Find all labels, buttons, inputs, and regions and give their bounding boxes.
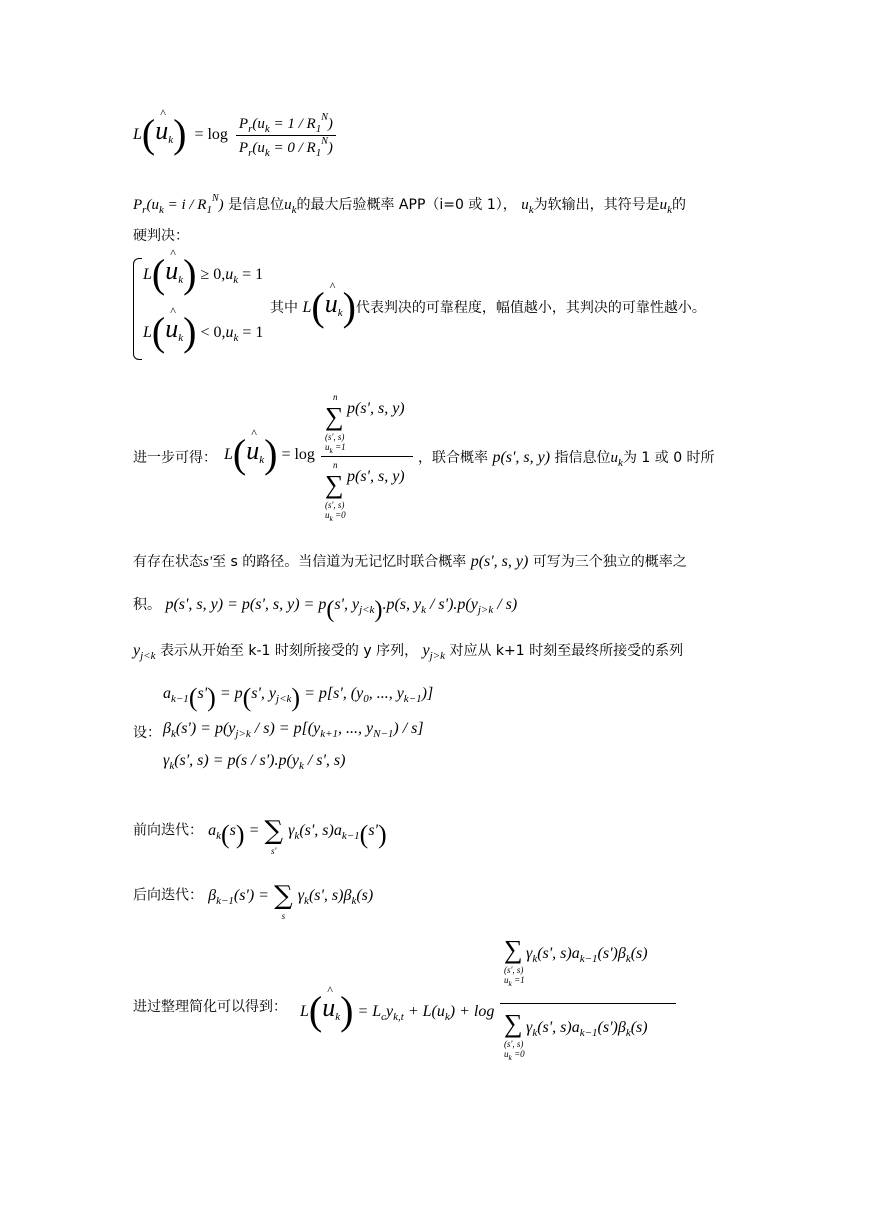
llr-L: L — [133, 126, 142, 143]
paragraph-further-tail: ，联合概率 p(s', s, y) 指信息位$u_k$为 1 或 0 时所 — [418, 449, 715, 469]
defs-lead: 设： — [133, 725, 161, 741]
def-beta: $\beta_k(s') = p(y_{j>k} / s) = p[(y_{k+1}$, ..., $y_{N-1}) / s$] — [163, 720, 424, 740]
paragraph-app: $P_r(u_k = i / R_1^N)$ 是信息位$u_k$的最大后验概率 APP（i=0 或 1）， $u_k$为软输出，其符号是$u_k$的 硬判决： — [133, 193, 686, 244]
paragraph-further: 进一步可得： — [133, 450, 217, 466]
backward-iteration: 后向迭代： $\beta_{k-1}(s')$ = ∑ s $\gamma_k(s'$, $s)\beta_k(s)$ — [133, 881, 374, 921]
paragraph-sequences: $y_{j<k}$ 表示从开始至 k-1 时刻所接受的 y 序列， $y_{j>k}$ 对应从 k+1 时刻至最终所接受的系列 — [133, 642, 684, 662]
paragraph-path: 有存在状态s'至 s 的路径。当信道为无记忆时联合概率 p(s', s, y) 可写为三个独立的概率之 — [133, 553, 687, 570]
def-gamma: $\gamma_k(s'$, $s) = p(s / s').p(y_k / s'$, s) — [163, 752, 346, 772]
def-alpha: $a_{k-1}(s') = p(s'$, $y_{j<k}) = p[s'$, ($y_0$, ..., $y_{k-1}$)] — [163, 683, 434, 712]
equation-llr-definition: L(^ $u_k) = \log$ $\frac{P_r(u_k = 1 / R_1^N)}{P_r(u_k = 0 / R_1^N)}$ — [133, 110, 336, 159]
llr-fraction: $\frac{P_r(u_k = 1 / R_1^N)}{P_r(u_k = 0 / R_1^N)}$ — [236, 112, 336, 159]
paragraph-product: 积。 p(s', s, y) = p(s', s, y) = p(s', $y_{j<k}).p(s$, $y_k / s').p(y_{j>k} / s)$ — [133, 596, 518, 623]
final-lead: 进过整理简化可以得到： — [133, 999, 287, 1015]
forward-iteration: 前向迭代： $a_k(s)$ = ∑ s' $\gamma_k(s'$, $s)a_{k-1}(s')$ — [133, 816, 387, 856]
u-hat-k: ^ u — [155, 116, 168, 146]
cases-explanation: 其中 L(^ $u_k$)代表判决的可靠程度，幅值越小，其判决的可靠性越小。 — [270, 283, 706, 330]
